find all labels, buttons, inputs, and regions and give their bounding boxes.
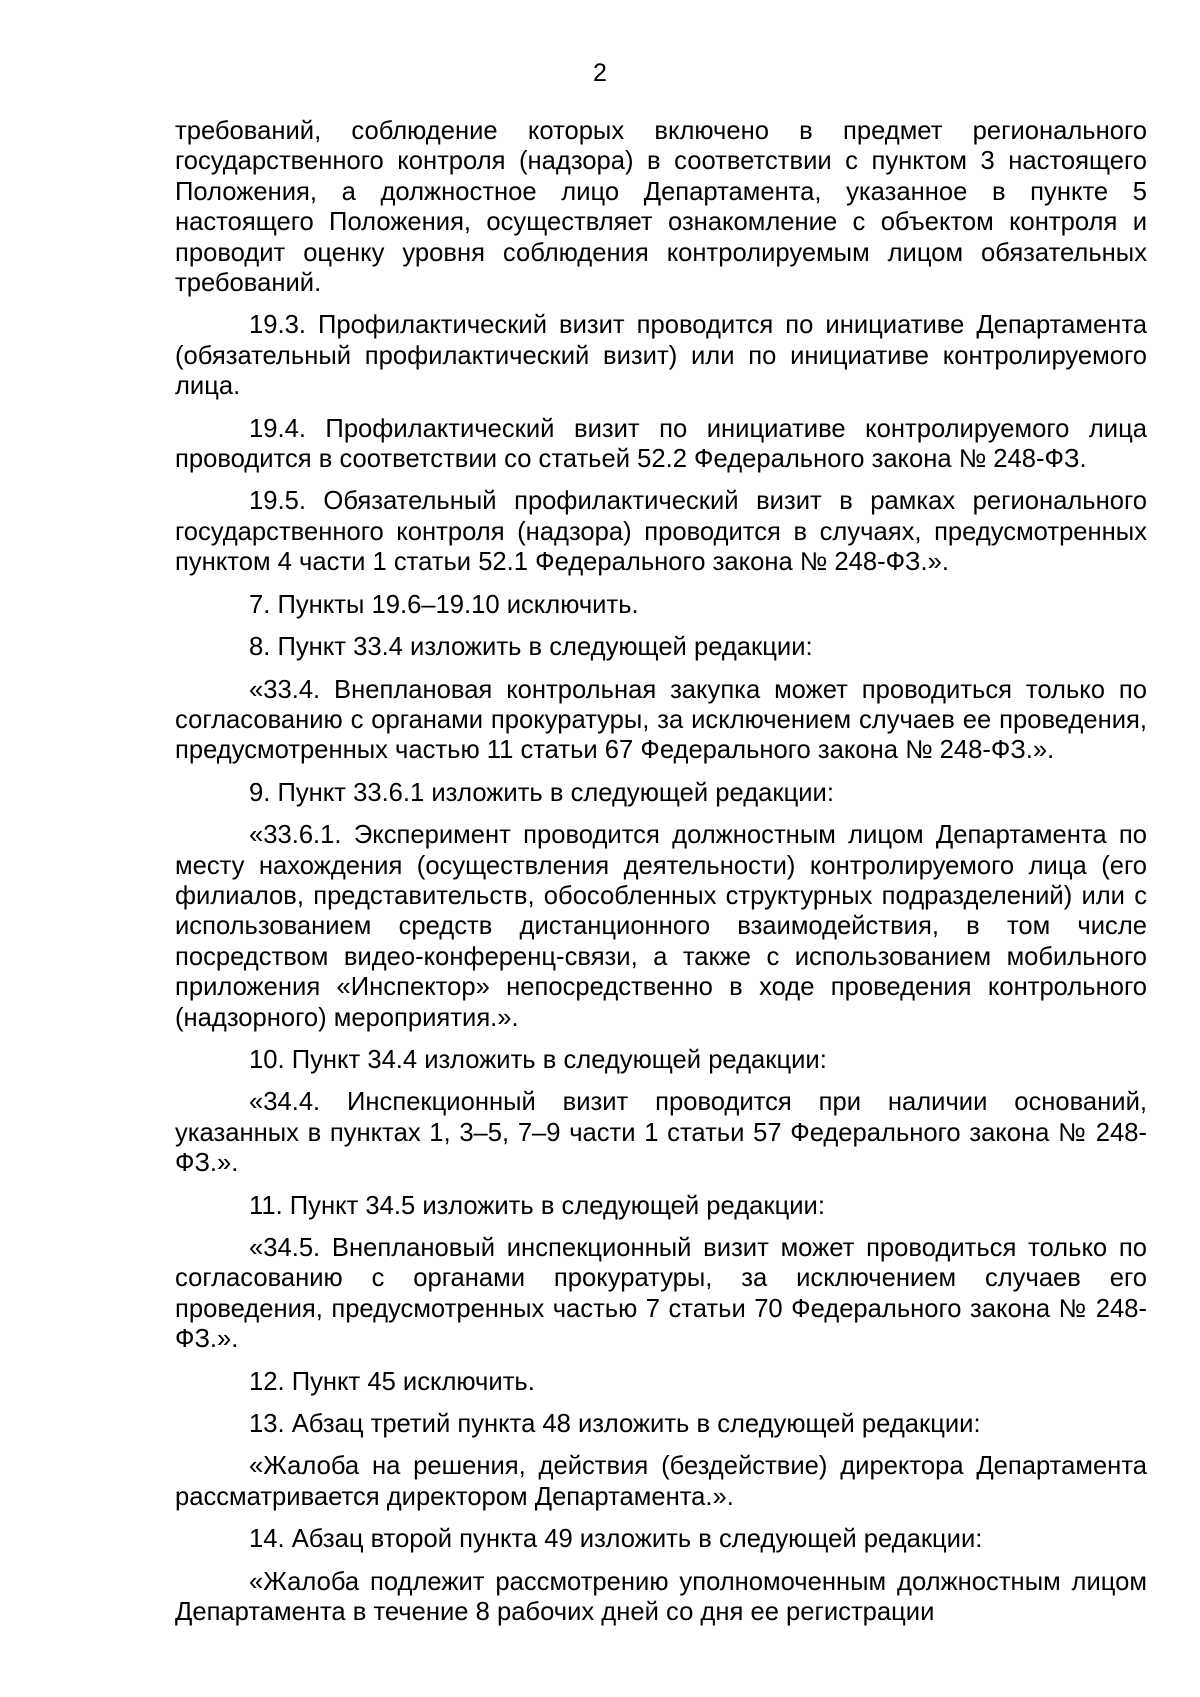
paragraph-complaint-review: «Жалоба подлежит рассмотрению уполномоченным должностным лицом Департамента в течение 8 рабочих дней со дня ее регистрации: [175, 1567, 1147, 1627]
paragraph-19-4: 19.4. Профилактический визит по инициативе контролируемого лица проводится в соответствии со статьей 52.2 Федерального закона № 248-ФЗ.: [175, 414, 1147, 474]
paragraph-item-9: 9. Пункт 33.6.1 изложить в следующей редакции:: [249, 778, 834, 807]
paragraph-complaint-director: «Жалоба на решения, действия (бездействие) директора Департамента рассматривается директором Департамента.».: [175, 1452, 1147, 1511]
paragraph-item-8: 8. Пункт 33.4 изложить в следующей редакции:: [249, 633, 813, 662]
paragraph-item-13: 13. Абзац третий пункта 48 изложить в следующей редакции:: [249, 1410, 981, 1439]
paragraph-continuation: требований, соблюдение которых включено в предмет регионального государственного контроля (надзора) в соответствии с пунктом 3 настоящего Положения, а должностное лицо Департамента, указанное в пункте 5 настоящего Положения, осуществляет ознакомление с объектом контроля и проводит оценку уровня соблюдения контролируемым лицом обязательных требований.: [175, 117, 1147, 298]
paragraph-item-14: 14. Абзац второй пункта 49 изложить в следующей редакции:: [249, 1525, 983, 1554]
paragraph-33-6-1: «33.6.1. Эксперимент проводится должностным лицом Департамента по месту нахождения (осуществления деятельности) контролируемого лица (его филиалов, представительств, обособленных структурных подразделений) или с использованием средств дистанционного взаимодействия, в том числе посредством видео-конференц-связи, а также с использованием мобильного приложения «Инспектор» непосредственно в ходе проведения контрольного (надзорного) мероприятия.».: [175, 821, 1147, 1032]
paragraph-19-3: 19.3. Профилактический визит проводится по инициативе Департамента (обязательный профилактический визит) или по инициативе контролируемого лица.: [175, 311, 1147, 401]
page-number: 2: [593, 59, 607, 87]
paragraph-item-7: 7. Пункты 19.6–19.10 исключить.: [249, 590, 639, 619]
document-body: [175, 116, 1147, 1639]
paragraph-19-5: 19.5. Обязательный профилактический визит в рамках регионального государственного контроля (надзора) проводится в случаях, предусмотренных пунктом 4 части 1 статьи 52.1 Федерального закона № 248-ФЗ.».: [175, 487, 1147, 577]
paragraph-item-10: 10. Пункт 34.4 изложить в следующей редакции:: [249, 1045, 827, 1074]
paragraph-item-11: 11. Пункт 34.5 изложить в следующей редакции:: [249, 1191, 825, 1220]
paragraph-33-4: «33.4. Внеплановая контрольная закупка может проводиться только по согласованию с органами прокуратуры, за исключением случаев ее проведения, предусмотренных частью 11 статьи 67 Федерального закона № 248-ФЗ.».: [175, 675, 1147, 765]
paragraph-34-4: «34.4. Инспекционный визит проводится при наличии оснований, указанных в пунктах 1, 3–5, 7–9 части 1 статьи 57 Федерального закона № 248-ФЗ.».: [175, 1088, 1147, 1178]
paragraph-34-5: «34.5. Внеплановый инспекционный визит может проводиться только по согласованию с органами прокуратуры, за исключением случаев его проведения, предусмотренных частью 7 статьи 70 Федерального закона № 248-ФЗ.».: [175, 1234, 1147, 1354]
paragraph-item-12: 12. Пункт 45 исключить.: [249, 1367, 535, 1396]
